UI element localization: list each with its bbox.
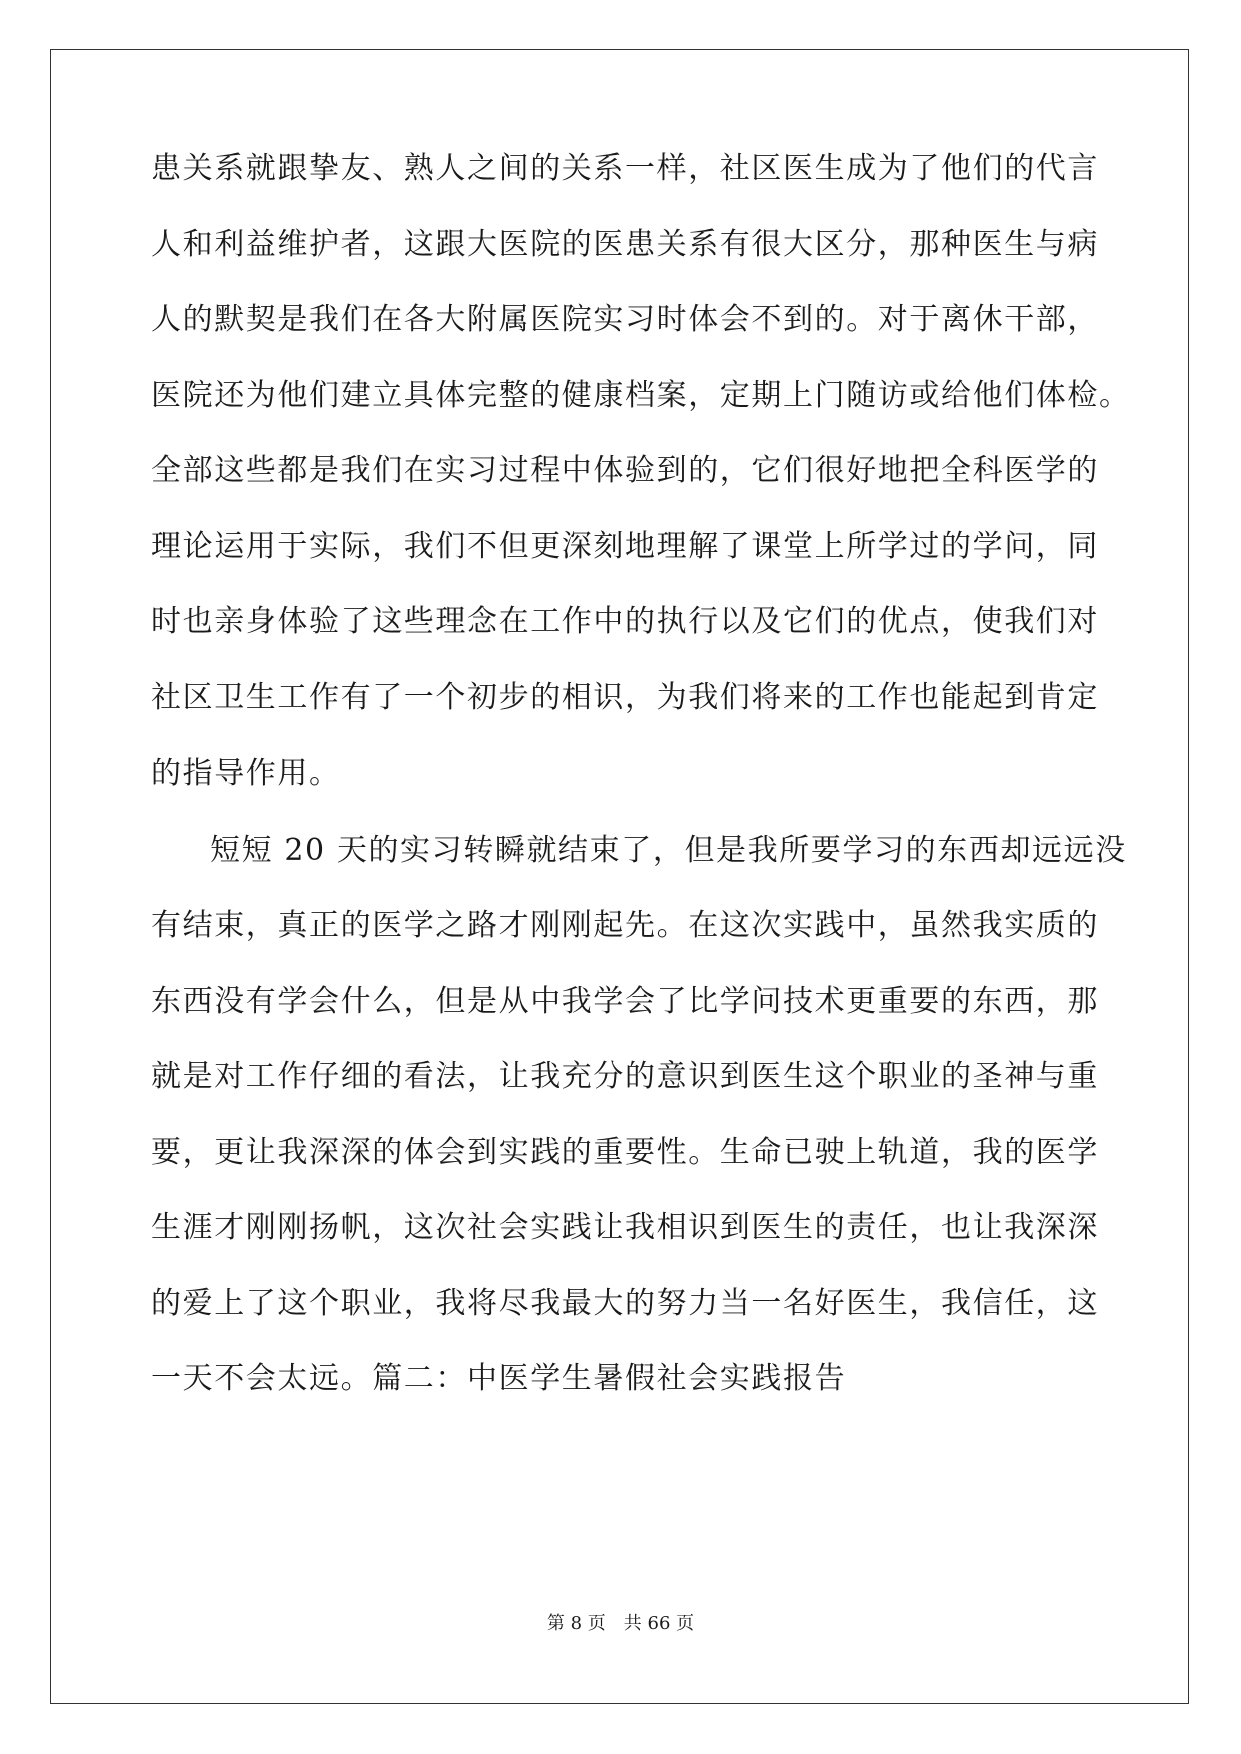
text-line: 要，更让我深深的体会到实践的重要性。生命已驶上轨道，我的医学 bbox=[151, 1135, 1099, 1170]
text-line: 全部这些都是我们在实习过程中体验到的，它们很好地把全科医学的 bbox=[151, 453, 1099, 488]
text-line: 有结束，真正的医学之路才刚刚起先。在这次实践中，虽然我实质的 bbox=[151, 908, 1099, 943]
paragraph-first-line: 短短 20 天的实习转瞬就结束了，但是我所要学习的东西却远远没 bbox=[210, 833, 1127, 868]
page-number: 第 8 页 bbox=[546, 1613, 606, 1634]
text-line: 就是对工作仔细的看法，让我充分的意识到医生这个职业的圣神与重 bbox=[151, 1059, 1099, 1094]
text-line: 的指导作用。 bbox=[151, 756, 341, 791]
text-line: 时也亲身体验了这些理念在工作中的执行以及它们的优点，使我们对 bbox=[151, 604, 1099, 639]
text-line: 理论运用于实际，我们不但更深刻地理解了课堂上所学过的学问，同 bbox=[151, 529, 1099, 564]
page-footer bbox=[0, 1612, 1241, 1636]
text-line: 东西没有学会什么，但是从中我学会了比学问技术更重要的东西，那 bbox=[151, 984, 1099, 1019]
text-line: 社区卫生工作有了一个初步的相识，为我们将来的工作也能起到肯定 bbox=[151, 680, 1099, 715]
text-line: 医院还为他们建立具体完整的健康档案，定期上门随访或给他们体检。 bbox=[151, 378, 1131, 413]
text-line: 的爱上了这个职业，我将尽我最大的努力当一名好医生，我信任，这 bbox=[151, 1286, 1099, 1321]
text-line: 一天不会太远。篇二：中医学生暑假社会实践报告 bbox=[151, 1361, 847, 1396]
text-line: 人的默契是我们在各大附属医院实习时体会不到的。对于离休干部， bbox=[151, 302, 1099, 337]
text-line: 生涯才刚刚扬帆，这次社会实践让我相识到医生的责任，也让我深深 bbox=[151, 1210, 1099, 1245]
text-line: 人和利益维护者，这跟大医院的医患关系有很大区分，那种医生与病 bbox=[151, 227, 1099, 262]
total-pages: 共 66 页 bbox=[623, 1613, 695, 1634]
text-line: 患关系就跟挚友、熟人之间的关系一样，社区医生成为了他们的代言 bbox=[151, 151, 1099, 186]
page-border bbox=[50, 49, 1189, 1704]
